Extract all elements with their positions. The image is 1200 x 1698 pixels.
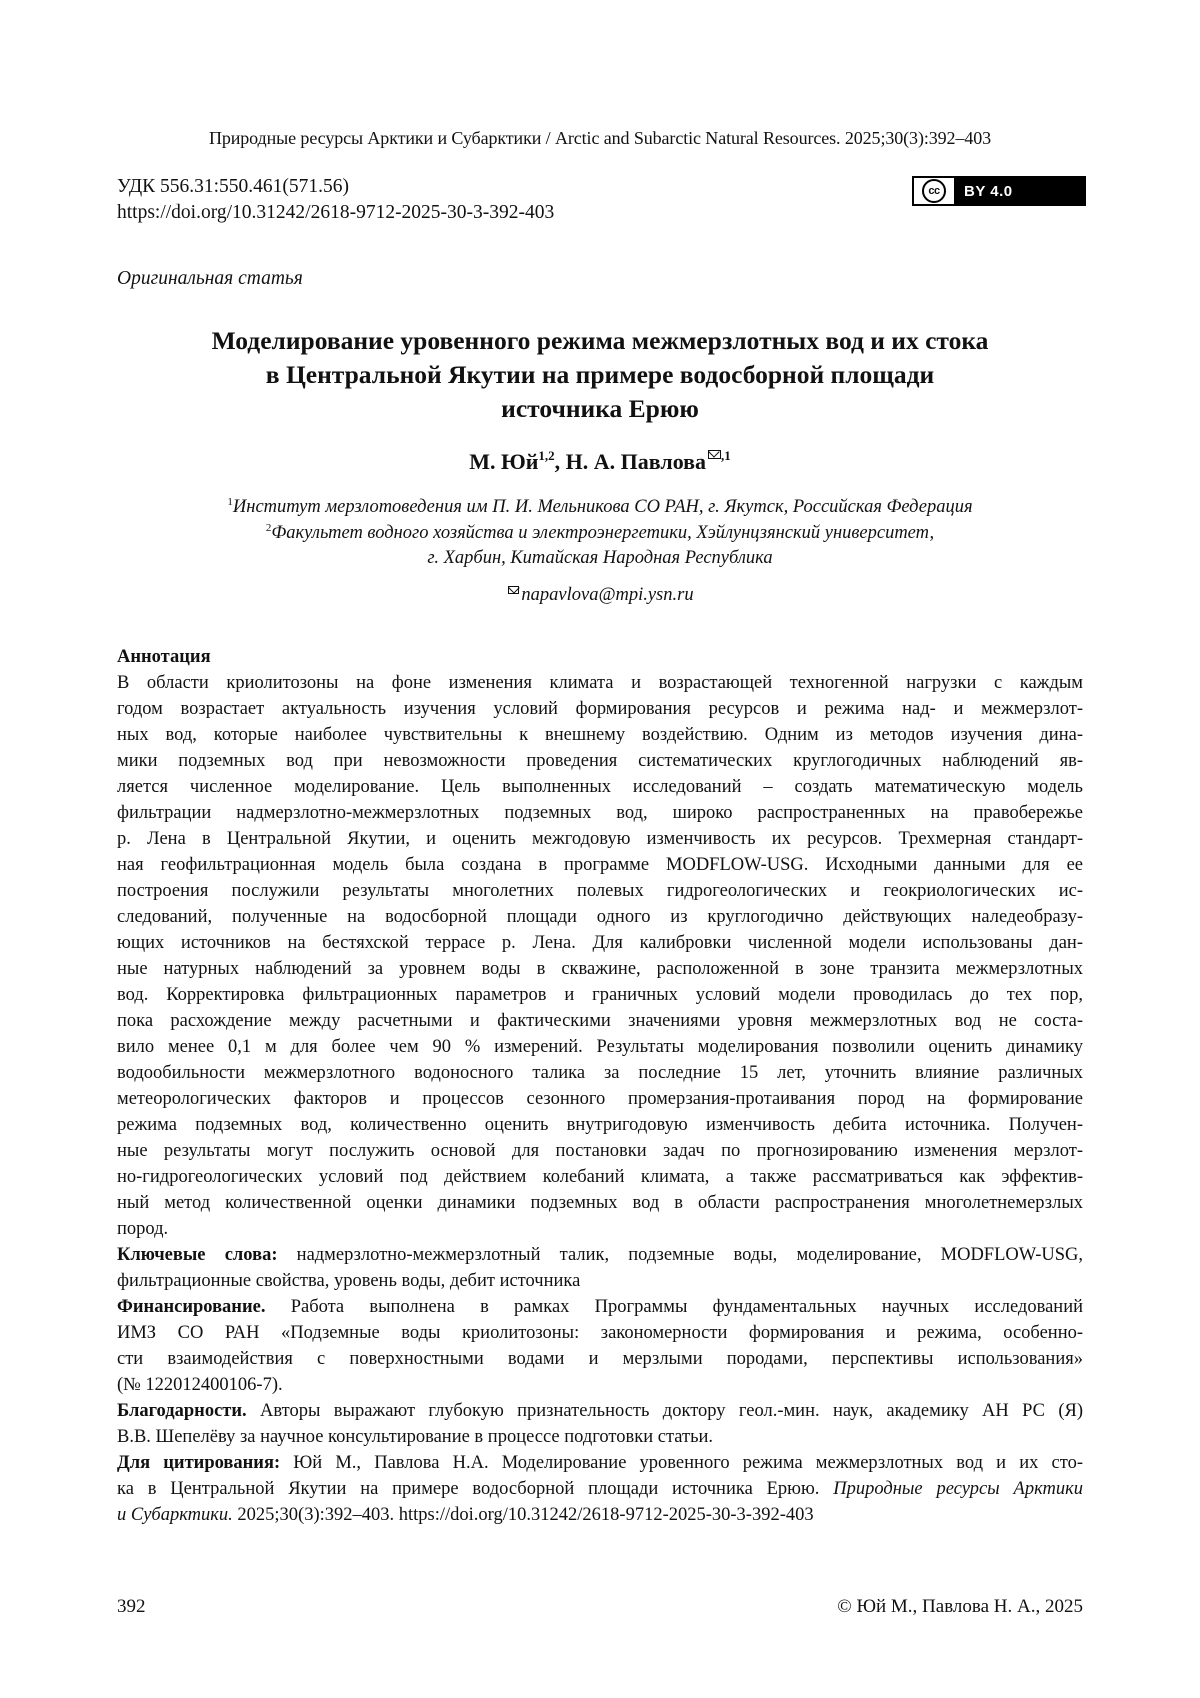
abstract-line: В области криолитозоны на фоне изменения климата и возрастающей техногенной нагрузки с каждым <box>117 673 1083 693</box>
abstract-line: мики подземных вод при невозможности проведения систематических круглогодичных наблюдений яв- <box>117 751 1083 771</box>
affiliation-continued: г. Харбин, Китайская Народная Республика <box>427 548 773 568</box>
udk-code: УДК 556.31:550.461(571.56) <box>117 176 350 197</box>
acknowledgements-label: Благодарности. <box>117 1401 247 1421</box>
envelope-icon <box>508 586 519 594</box>
abstract-section <box>117 644 1083 1528</box>
page-number: 392 <box>117 1596 146 1617</box>
article-title <box>117 324 1083 426</box>
envelope-icon <box>708 450 721 459</box>
creative-commons-icon: cc <box>922 179 946 203</box>
abstract-line: вило менее 0,1 м для более чем 90 % измерений. Результаты моделирования позволили оценить динамику <box>117 1037 1083 1057</box>
author-list: М. Юй$^{1,2}$, Н. А. Павлова $^{,1}$ <box>469 448 731 474</box>
abstract-heading: Аннотация <box>117 647 211 667</box>
license-label: BY 4.0 <box>954 178 1084 204</box>
title-line: Моделирование уровенного режима межмерзлотных вод и их стока <box>211 326 989 355</box>
funding-label: Финансирование. <box>117 1297 266 1317</box>
abstract-line: ющих источников на бестяхской террасе р. Лена. Для калибровки численной модели использованы дан- <box>117 933 1083 953</box>
funding-line: ИМЗ СО РАН «Подземные воды криолитозоны: закономерности формирования и режима, особенно- <box>117 1323 1083 1343</box>
abstract-line: годом возрастает актуальность изучения условий формирования ресурсов и режима над- и межмерзлот- <box>117 699 1083 719</box>
funding-line: сти взаимодействия с поверхностными водами и мерзлыми породами, перспективы использования» <box>117 1349 1083 1369</box>
identifier-block <box>117 174 554 226</box>
abstract-line: пока расхождение между расчетными и фактическими значениями уровня межмерзлотных вод не соста- <box>117 1011 1083 1031</box>
cc-license-badge[interactable] <box>912 176 1086 206</box>
affiliation: $^1$Институт мерзлотоведения им П. И. Мельникова СО РАН, г. Якутск, Российская Федерация <box>227 496 973 517</box>
journal-name: Природные ресурсы Арктики <box>833 1479 1083 1499</box>
journal-name: и Субарктики. <box>117 1505 233 1525</box>
acknowledgements-line: Благодарности. Авторы выражают глубокую признательность доктору геол.-мин. наук, академику АН РС (Я) <box>117 1401 1083 1421</box>
abstract-line: р. Лена в Центральной Якутии, и оценить межгодовую изменчивость их ресурсов. Трехмерная стандарт- <box>117 829 1083 849</box>
abstract-line: ная геофильтрационная модель была создана в программе MODFLOW-USG. Исходными данными для ее <box>117 855 1083 875</box>
corresponding-email[interactable]: napavlova@mpi.ysn.ru <box>0 585 1200 606</box>
abstract-line: водообильности межмерзлотного водоносного талика за последние 15 лет, уточнить влияние различных <box>117 1063 1083 1083</box>
author-name: М. Юй <box>469 449 539 474</box>
author-affiliation-mark: ,1 <box>721 448 731 463</box>
citation-line: Для цитирования: Юй М., Павлова Н.А. Моделирование уровенного режима межмерзлотных вод и их сто- <box>117 1453 1083 1473</box>
citation-line: ка в Центральной Якутии на примере водосборной площади источника Ерюю. Природные ресурсы Арктики <box>117 1479 1083 1499</box>
citation-doi[interactable]: 2025;30(3):392–403. https://doi.org/10.31242/2618-9712-2025-30-3-392-403 <box>232 1505 814 1525</box>
keywords-line: Ключевые слова: надмерзлотно-межмерзлотный талик, подземные воды, моделирование, MODFLOW-USG, <box>117 1245 1083 1265</box>
title-line: в Центральной Якутии на примере водосборной площади <box>265 360 935 389</box>
abstract-line: режима подземных вод, количественно оценить внутригодовую изменчивость дебита источника. Получен- <box>117 1115 1083 1135</box>
copyright-notice: © Юй М., Павлова Н. А., 2025 <box>837 1596 1083 1617</box>
author-affiliation-mark: 1,2 <box>538 448 555 463</box>
abstract-line: следований, полученные на водосборной площади одного из круглогодично действующих наледеобразу- <box>117 907 1083 927</box>
abstract-line: пород. <box>117 1219 169 1239</box>
citation-label: Для цитирования: <box>117 1453 281 1473</box>
abstract-line: ные результаты могут послужить основой для постановки задач по прогнозированию изменения мерзлот- <box>117 1141 1083 1161</box>
keywords-label: Ключевые слова: <box>117 1245 278 1265</box>
funding-line: (№ 122012400106-7). <box>117 1375 283 1395</box>
running-header: Природные ресурсы Арктики и Субарктики / Arctic and Subarctic Natural Resources. 2025;30(3):392–403 <box>208 128 992 148</box>
abstract-line: ный метод количественной оценки динамики подземных вод в области распространения многолетнемерзлых <box>117 1193 1083 1213</box>
article-type: Оригинальная статья <box>117 268 303 289</box>
abstract-line: ных вод, которые наиболее чувствительны к внешнему воздействию. Одним из методов изучения дина- <box>117 725 1083 745</box>
doi-link[interactable]: https://doi.org/10.31242/2618-9712-2025-30-3-392-403 <box>117 202 555 223</box>
abstract-line: фильтрации надмерзлотно-межмерзлотных подземных вод, широко распространенных на правобережье <box>117 803 1083 823</box>
abstract-line: ные натурных наблюдений за уровнем воды в скважине, расположенной в зоне транзита межмерзлотных <box>117 959 1083 979</box>
abstract-line: метеорологических факторов и процессов сезонного промерзания-протаивания пород на формирование <box>117 1089 1083 1109</box>
funding-line: Финансирование. Работа выполнена в рамках Программы фундаментальных научных исследований <box>117 1297 1083 1317</box>
acknowledgements-line: В.В. Шепелёву за научное консультирование в процессе подготовки статьи. <box>117 1427 714 1447</box>
keywords-line: фильтрационные свойства, уровень воды, дебит источника <box>117 1271 581 1291</box>
citation-line <box>117 1502 1083 1528</box>
affiliation: $^2$Факультет водного хозяйства и электроэнергетики, Хэйлунцзянский университет, <box>265 522 935 543</box>
abstract-line: но-гидрогеологических условий под действием колебаний климата, а также рассматриваться как эффектив- <box>117 1167 1083 1187</box>
abstract-line: вод. Корректировка фильтрационных параметров и граничных условий модели проводилась до тех пор, <box>117 985 1083 1005</box>
abstract-line: построения послужили результаты многолетних полевых гидрогеологических и геокриологических ис- <box>117 881 1083 901</box>
author-name: Н. А. Павлова <box>565 449 707 474</box>
title-line: источника Ерюю <box>501 394 699 423</box>
abstract-line: ляется численное моделирование. Цель выполненных исследований – создать математическую модель <box>117 777 1083 797</box>
